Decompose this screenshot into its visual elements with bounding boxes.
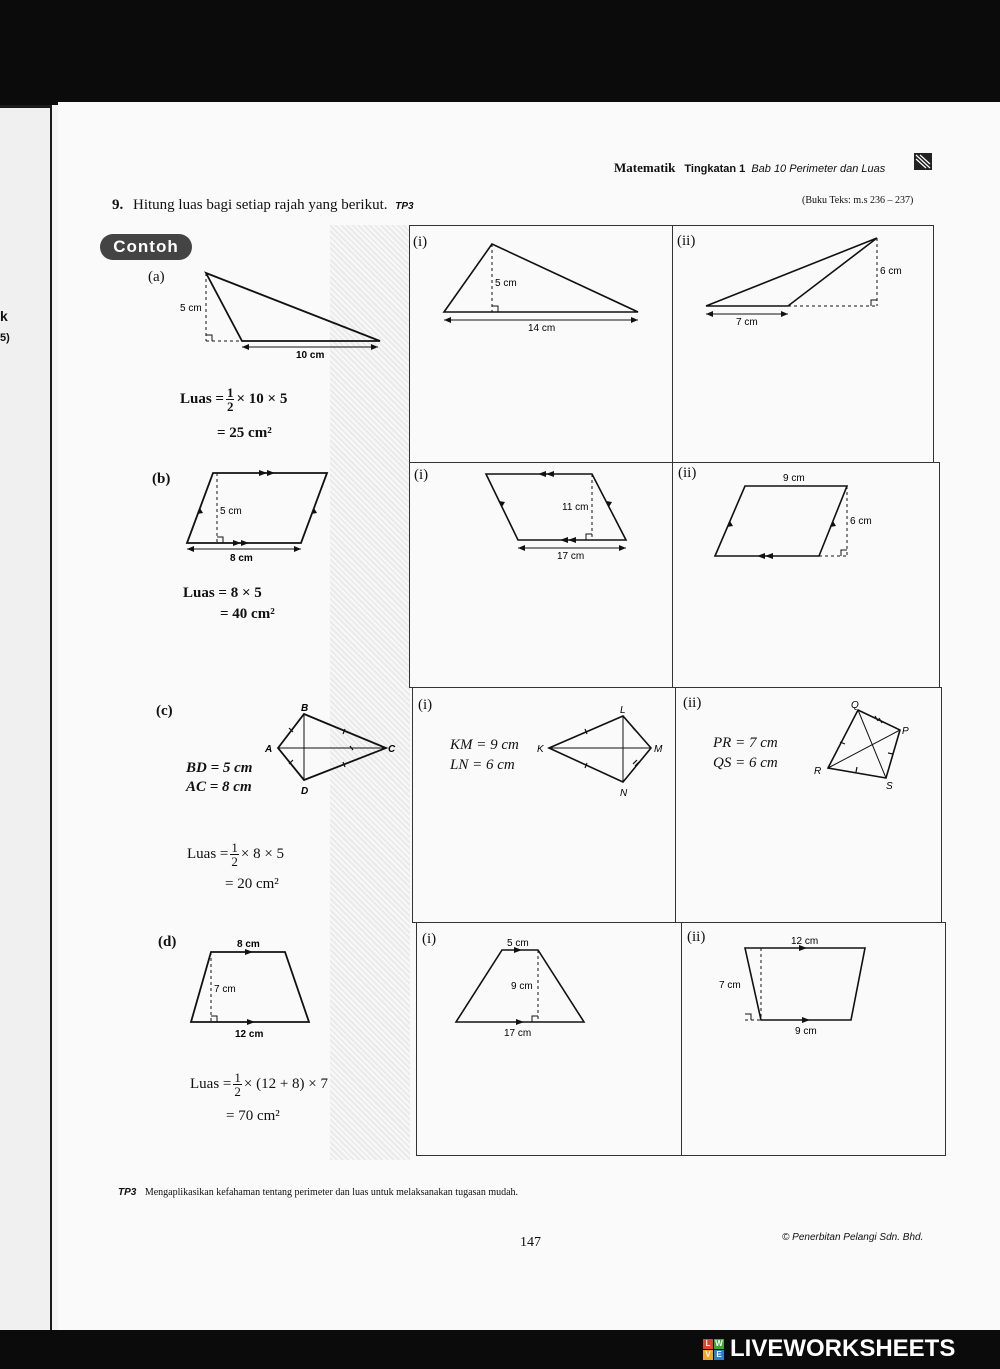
r3-i-vertex-m: M — [654, 744, 663, 755]
example-a-luas: Luas = — [180, 390, 224, 407]
example-d-top: 8 cm — [237, 939, 260, 950]
r3-i-ln: LN = 6 cm — [450, 757, 515, 773]
example-b-working-2: = 40 cm² — [220, 606, 275, 622]
example-a-product: × 10 × 5 — [236, 390, 288, 407]
example-c-product: × 8 × 5 — [240, 845, 285, 862]
example-a-working-2: = 25 cm² — [217, 425, 272, 441]
textbook-reference: (Buku Teks: m.s 236 – 237) — [802, 195, 914, 206]
example-badge: Contoh — [100, 234, 192, 260]
question-text: Hitung luas bagi setiap rajah yang berikut. — [133, 197, 388, 213]
example-c-vertex-d: D — [301, 786, 309, 797]
example-d-product: × (12 + 8) × 7 — [243, 1075, 328, 1092]
example-c-working-2: = 20 cm² — [225, 876, 279, 892]
example-d-luas: Luas = — [190, 1075, 232, 1092]
liveworksheets-icon — [703, 1339, 724, 1360]
label-r2-i: (i) — [414, 467, 429, 483]
r2-i-height: 11 cm — [562, 502, 589, 513]
footer-tp3-badge: TP3 — [118, 1187, 137, 1198]
r3-ii-qs: QS = 6 cm — [713, 755, 778, 771]
example-c-label: (c) — [156, 703, 173, 719]
halftone-shading — [330, 225, 410, 1160]
scan-top-border — [0, 0, 1000, 105]
r1-i-base: 14 cm — [528, 323, 556, 334]
header-chapter: Bab 10 Perimeter dan Luas — [751, 163, 886, 175]
example-c-frac-num: 1 — [231, 840, 238, 855]
r3-ii-rhombus — [810, 698, 920, 793]
footer-note: Mengaplikasikan kefahaman tentang perimeter dan luas untuk melaksanakan tugasan mudah. — [144, 1187, 519, 1198]
example-b-base: 8 cm — [230, 553, 253, 564]
r3-i-vertex-n: N — [620, 788, 628, 799]
r2-i-parallelogram — [480, 468, 640, 568]
r3-ii-vertex-q: Q — [851, 700, 859, 711]
example-d-label: (d) — [158, 934, 177, 950]
r2-ii-height: 6 cm — [850, 516, 872, 527]
example-c-ac: AC = 8 cm — [186, 779, 252, 795]
example-a-frac-num: 1 — [226, 385, 234, 400]
example-c-kite — [260, 700, 405, 800]
label-r3-i: (i) — [418, 697, 433, 713]
example-a-working-1 — [180, 386, 287, 413]
footer-note-line — [118, 1187, 518, 1198]
r3-ii-vertex-s: S — [886, 781, 893, 792]
r4-ii-bottom: 9 cm — [795, 1026, 817, 1037]
r3-i-kite — [535, 702, 670, 802]
edge-paren: 5) — [0, 332, 10, 344]
example-d-frac-num: 1 — [234, 1070, 241, 1085]
r3-ii-pr: PR = 7 cm — [713, 735, 778, 751]
label-r2-ii: (ii) — [678, 465, 697, 481]
edge-char: k — [0, 308, 8, 324]
example-d-bottom: 12 cm — [235, 1029, 264, 1040]
page-number: 147 — [520, 1235, 541, 1250]
example-b-height: 5 cm — [220, 506, 242, 517]
r3-i-vertex-l: L — [620, 705, 626, 716]
r4-ii-top: 12 cm — [791, 936, 819, 947]
label-r3-ii: (ii) — [683, 695, 702, 711]
label-r1-ii: (ii) — [677, 233, 696, 249]
example-c-luas: Luas = — [187, 845, 229, 862]
liveworksheets-wordmark: LIVEWORKSHEETS — [730, 1335, 956, 1362]
example-c-vertex-a: A — [265, 744, 273, 755]
previous-page-edge — [0, 108, 50, 1330]
label-r4-ii: (ii) — [687, 929, 706, 945]
label-r4-i: (i) — [422, 931, 437, 947]
book-icon — [913, 150, 933, 172]
example-a-base: 10 cm — [296, 350, 325, 361]
question-number: 9. — [112, 197, 124, 213]
example-a-triangle — [170, 265, 390, 365]
r4-i-trapezium — [450, 934, 590, 1044]
example-a-label: (a) — [148, 269, 165, 285]
r3-ii-vertex-p: P — [902, 726, 909, 737]
r1-i-triangle — [440, 240, 650, 340]
example-d-trapezium — [185, 934, 325, 1044]
example-b-label: (b) — [152, 471, 171, 487]
logo-tile-4: E — [714, 1350, 724, 1360]
r3-i-vertex-k: K — [537, 744, 544, 755]
r1-i-height: 5 cm — [495, 278, 517, 289]
logo-tile-1: L — [703, 1339, 713, 1349]
example-c-vertex-b: B — [301, 703, 309, 714]
r1-ii-base: 7 cm — [736, 317, 758, 328]
running-header — [614, 160, 885, 176]
example-d-working-1 — [190, 1071, 328, 1098]
example-b-parallelogram — [175, 465, 340, 570]
example-c-frac-den: 2 — [231, 854, 238, 869]
logo-tile-3: V — [703, 1350, 713, 1360]
r1-ii-height: 6 cm — [880, 266, 902, 277]
example-c-working-1 — [187, 841, 284, 868]
r3-i-km: KM = 9 cm — [450, 737, 519, 753]
header-brand: Matematik — [614, 160, 676, 175]
tp3-badge: TP3 — [395, 201, 414, 212]
liveworksheets-logo — [703, 1334, 955, 1364]
logo-tile-2: W — [715, 1338, 723, 1348]
r3-ii-vertex-r: R — [814, 766, 822, 777]
r1-ii-triangle — [700, 232, 920, 332]
r4-i-top: 5 cm — [507, 938, 529, 949]
r4-i-height: 9 cm — [511, 981, 533, 992]
example-c-vertex-c: C — [388, 744, 396, 755]
example-b-working-1: Luas = 8 × 5 — [183, 585, 262, 601]
header-form: Tingkatan 1 — [684, 163, 746, 175]
example-a-frac-den: 2 — [226, 399, 234, 414]
copyright: © Penerbitan Pelangi Sdn. Bhd. — [782, 1232, 924, 1243]
r2-ii-top: 9 cm — [783, 473, 805, 484]
r2-i-base: 17 cm — [557, 551, 585, 562]
example-d-frac-den: 2 — [234, 1084, 241, 1099]
label-r1-i: (i) — [413, 234, 428, 250]
r4-ii-height: 7 cm — [719, 980, 741, 991]
r4-ii-trapezium — [715, 932, 875, 1042]
example-c-bd: BD = 5 cm — [186, 760, 253, 776]
example-d-working-2: = 70 cm² — [226, 1108, 280, 1124]
example-a-height: 5 cm — [180, 303, 202, 314]
example-d-height: 7 cm — [214, 984, 236, 995]
question-line — [112, 197, 414, 214]
r2-ii-parallelogram — [705, 470, 885, 570]
r4-i-bottom: 17 cm — [504, 1028, 532, 1039]
